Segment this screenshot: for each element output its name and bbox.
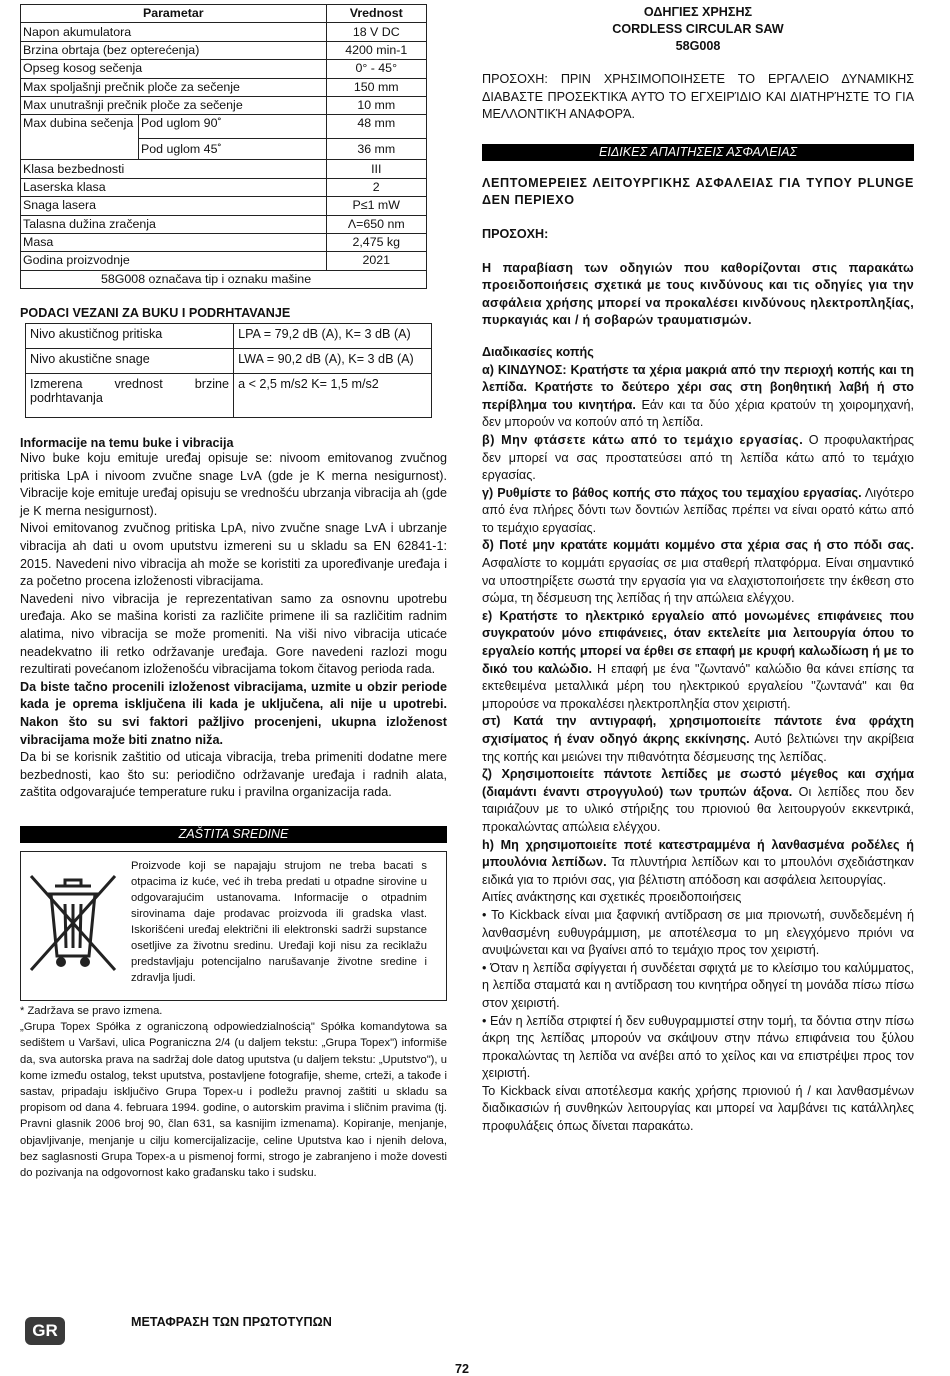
safety-item (482, 485, 914, 538)
spec-name: Napon akumulatora (21, 23, 327, 41)
spec-row-depth-90 (21, 115, 427, 139)
kickback-bullet: • Όταν η λεπίδα σφίγγεται ή συνδέεται σφιχτά με το κλείσιμο του καλύμματος, η λεπίδα σταματά και η αντίδραση του κινητήρα οδηγεί τη μονάδα πίσω πίσω στον χειριστή. (482, 960, 914, 1010)
spec-name: Talasna dužina zračenja (21, 215, 327, 233)
safety-item (482, 362, 914, 432)
safety-item-text: Τα πλυντήρια λεπίδων και το μπουλόνι σχεδιάστηκαν ειδικά για το πριόνι σας, για βέλτιστη απόδοση και ασφάλεια λειτουργίας. (482, 855, 914, 887)
kickback-causes-title: Αιτίες ανάκτησης και σχετικές προειδοποιήσεις (482, 890, 742, 905)
caution-label: ΠΡΟΣΟΧΗ: (482, 226, 549, 241)
spec-value: III (326, 160, 427, 178)
safety-item (482, 766, 914, 836)
noise-row (26, 374, 432, 418)
spec-row (21, 60, 427, 78)
safety-item (482, 432, 914, 485)
noise-label: Izmerena vrednost brzine podrhtavanja (26, 374, 234, 418)
spec-name: Godina proizvodnje (21, 252, 327, 270)
spec-header-value: Vrednost (326, 5, 427, 23)
spec-row (21, 215, 427, 233)
spec-name: Max unutrašnji prečnik ploče za sečenje (21, 96, 327, 114)
info-title: Informacije na temu buke i vibracija (20, 436, 234, 451)
safety-item-text: Εάν και τα δύο χέρια κρατούν τη χοιρομηχανή, δεν μπορούν να κοπούν από τη λεπίδα. (482, 397, 915, 430)
legal-text: „Grupa Topex Spółka z ograniczoną odpowiedzialnością" Spółka komandytowa sa sedištem u Varšavi, ulica Pograniczna 2/4 (u daljem tekstu: „Grupa Topex") informiše da, sva autorska prava na sadržaj dole datog uputstva (u daljem tekstu: „Uputstvo"), u kome između ostalog, tekst uputstva, postavljene fotografije, sheme, crteži, a takođe i sastav, pripadaju isključivo Grupa Topex-u i podležu pravnoj zaštiti u skladu sa propisom od dana 4. februara 1994. godine, o autorskim pravima i sličnim pravima (tj. Pravni glasnik 2006 broj 90, član 631, sa kasnijim izmenama). Kopiranje, menjanje, objavljivanje, menjanje u cilju komercijalizacije, celine Uputstva kao i njenih delova, bez saglasnosti Grupa Topex-a u pismenoj formi, strogo je zabranjeno i može dovesti do pozivanja na odgovornost kako građansku tako i sudsku. (20, 1021, 447, 1179)
spec-row (21, 197, 427, 215)
kickback-bullet: • Εάν η λεπίδα στριφτεί ή δεν ευθυγραμμιστεί στην τομή, τα δόντια στην πίσω άκρη της λεπίδας μπορούν να σκάψουν στην πάνω επιφάνεια του ξύλου προκαλώντας τη λεπίδα να ανέβει από το χείλος και να επιστρέψει προς τον χειριστή. (482, 1013, 914, 1081)
info-paragraph: Nivo buke koju emituje uređaj opisuje se: nivoom emitovanog zvučnog pritiska LpA i nivoom zvučne snage LvA (gde je K merna nesigurnost). Vibracije koje emituje uređaj opisuju se vrednošću ubrzanja vibracija ah (gde je K merna nesigurnost). (20, 451, 447, 518)
spec-name: Masa (21, 233, 327, 251)
spec-name: Opseg kosog sečenja (21, 60, 327, 78)
safety-item (482, 713, 914, 766)
manual-title: ΟΔΗΓΙΕΣ ΧΡΗΣΗΣ (643, 5, 753, 19)
product-model: 58G008 (675, 39, 721, 53)
noise-label: Nivo akustične snage (26, 349, 234, 374)
violation-warning: Η παραβίαση των οδηγιών που καθορίζονται στις παρακάτω προειδοποιήσεις σχετικά με τους κινδύνους και τις οδηγίες για την ασφάλεια χρήσης μπορεί να προκαλέσει κινδύνους ηλεκτροπληξίας, πυρκαγιάς και / ή σοβαρών τραυματισμών. (482, 260, 914, 328)
spec-value: 2,475 kg (326, 233, 427, 251)
spec-name: Brzina obrtaja (bez opterećenja) (21, 41, 327, 59)
spec-value: 4200 min-1 (326, 41, 427, 59)
noise-value: LWA = 90,2 dB (A), K= 3 dB (A) (234, 349, 432, 374)
safety-item-bold: ζ) Χρησιμοποιείτε πάντοτε λεπίδες με σωστό μέγεθος και σχήμα (διαμάντι έναντι στρογγυλού) των τρυπών άξονα. (482, 767, 914, 799)
safety-item-text: Αυτό βελτιώνει την ακρίβεια της κοπής και μειώνει την πιθανότητα δέσμευσης της λεπίδας. (482, 732, 914, 764)
safety-item-bold: ε) Κρατήστε το ηλεκτρικό εργαλείο από μονωμένες επιφάνειες που συγκρατούν μόνο επιφάνειες, όταν εκτελείτε μια λειτουργία όπου το εργαλείο κοπής μπορεί να έρθει σε επαφή με κρυφή καλωδίωση ή με το δικό του καλώδιο. (482, 608, 914, 676)
spec-row (21, 160, 427, 178)
info-paragraph-bold: Da biste tačno procenili izloženost vibracijama, uzmite u obzir periode kada je oprema isključena ili kada je uključena, ali nije u upotrebi. Nakon što su svi faktori pažljivo procenjeni, ukupna izloženost vibracijama može biti znatno niža. (20, 679, 447, 747)
kickback-closing: Το Kickback είναι αποτέλεσμα κακής χρήσης πριονιού ή / και λανθασμένων διαδικασιών ή συνθηκών λειτουργίας και μπορεί να λαμβάνει τις κατάλληλες προφυλάξεις όπως δίνεται παρακάτω. (482, 1083, 914, 1134)
spec-footer-row (21, 270, 427, 288)
safety-item (482, 537, 914, 607)
safety-item-bold: α) ΚΙΝΔΥΝΟΣ: Κρατήστε τα χέρια μακριά από την περιοχή κοπής και τη λεπίδα. Κρατήστε το δεύτερο χέρι σας στη βοηθητική λαβή ή στο περίβλημα του κινητήρα. (482, 362, 914, 412)
noise-row (26, 324, 432, 349)
info-paragraph: Navedeni nivo vibracija je reprezentativan samo za osnovnu upotrebu uređaja. Ako se mašina koristi za različite primene ili sa različitim radnim alatima, nivo vibracija se može promeniti. Na viši nivo vibracija uticaće neadekvatno ili retko održavanje uređaja. Gore navedeni razlozi mogu rezultirati povećanom izloženošću vibracijama tokom čitavog perioda rada. (20, 591, 447, 677)
safety-item-text: Οι λεπίδες που δεν ταιριάζουν με το υλικό στήριξης του πριονιού θα λειτουργούν εκκεντρικά, προκαλώντας απώλεια ελέγχου. (482, 784, 914, 834)
noise-row (26, 349, 432, 374)
spec-row (21, 23, 427, 41)
noise-title: PODACI VEZANI ZA BUKU I PODRHTAVANJE (20, 306, 291, 321)
spec-row (21, 96, 427, 114)
procedures-title: Διαδικασίες κοπής (482, 344, 594, 359)
safety-item (482, 608, 914, 714)
safety-item-text: Ασφαλίστε το κομμάτι εργασίας σε μια σταθερή πλατφόρμα. Είναι σημαντικό να υποστηρίξετε σωστά την εργασία για να ελαχιστοποιήσετε την έκθεση στο σώμα, τη δέσμευση της λεπίδας ή την απώλεια ελέγχου. (482, 556, 914, 606)
spec-name: Laserska klasa (21, 178, 327, 196)
safety-item-text: Η επαφή με ένα "ζωντανό" καλώδιο θα κάνει επίσης τα εκτεθειμένα μεταλλικά μέρη του ηλεκτρικού εργαλείου "ζωντανά" και θα μπορούσε να προκαλέσει ηλεκτροπληξία στον χειριστή. (482, 661, 915, 711)
page-number: 72 (455, 1362, 470, 1376)
crossed-out-wheelie-bin-icon (25, 864, 121, 982)
env-text: Proizvode koji se napajaju strujom ne treba bacati s otpacima iz kuće, već ih treba predati u otpadne sirovine u odgovarajućim ustanovama. Informacije o otpadnim sirovinama daje prodavac proizvoda ili gradska vlast. Iskorišćeni uređaj električni ili elektronski sadrži supstance osetljive za životnu sredinu. Uređaji koji nisu za reciklažu predstavljaju potencijalno narušavanje životne sredine i zdravlja ljudi. (131, 859, 427, 984)
spec-name: Klasa bezbednosti (21, 160, 327, 178)
safety-item (482, 837, 914, 890)
spec-footer: 58G008 označava tip i oznaku mašine (21, 270, 427, 288)
spec-value: 2 (326, 178, 427, 196)
spec-value: P≤1 mW (326, 197, 427, 215)
spec-value: 10 mm (326, 96, 427, 114)
spec-value: 2021 (326, 252, 427, 270)
plunge-details: ΛΕΠΤΟΜΕΡΕΙΕΣ ΛΕΙΤΟΥΡΓΙΚΗΣ ΑΣΦΑΛΕΙΑΣ ΓΙΑ ΤΥΠΟΥ PLUNGE ΔΕΝ ΠΕΡΙΕΧΟ (482, 175, 914, 208)
spec-depth-90-value: 48 mm (326, 115, 427, 139)
spec-depth-90-name: Pod uglom 90˚ (139, 115, 327, 139)
spec-depth-label: Max dubina sečenja (21, 115, 139, 160)
spec-row (21, 233, 427, 251)
safety-item-text: Λιγότερο από ένα πλήρες δόντι των δοντιών λεπίδας πρέπει να είναι ορατό κάτω από το τεμάχιο εργασίας. (482, 485, 914, 535)
language-badge: GR (25, 1317, 65, 1345)
spec-row (21, 41, 427, 59)
safety-item-text: Ο προφυλακτήρας δεν μπορεί να σας προστατεύσει από τη λεπίδα κάτω από το τεμάχιο εργασίας. (482, 432, 914, 483)
noise-value: LPA = 79,2 dB (A), K= 3 dB (A) (234, 324, 432, 349)
env-box (20, 851, 447, 1001)
warning-text: ΠΡΟΣΟΧΗ: ΠΡΙΝ ΧΡΗΣΙΜΟΠΟΙΗΣΕΤΕ ΤΟ ΕΡΓΑΛΕΙΟ ΔΥΝΑΜΙΚΗΣ ΔΙΑΒΑΣΤΕ ΠΡΟΣΕΚΤΙΚΆ ΑΥΤΌ ΤΟ ΕΓΧΕΙΡΊΔΙΟ ΚΑΙ ΔΙΑΤΗΡΉΣΤΕ ΤΟ ΓΙΑ ΜΕΛΛΟΝΤΙΚΉ ΑΝΑΦΟΡΆ. (482, 72, 914, 122)
spec-row (21, 78, 427, 96)
noise-table (25, 323, 432, 418)
safety-item-bold: γ) Ρυθμίστε το βάθος κοπής στο πάχος του τεμαχίου εργασίας. (482, 485, 862, 500)
info-paragraph: Da bi se korisnik zaštitio od uticaja vibracija, treba primeniti dodatne mere bezbednosti, kao što su: periodično održavanje uređaja i radnih alata, zaštita odgovarajuće temperature ruku i pravilna organizacija rada. (20, 750, 447, 800)
info-paragraph: Nivoi emitovanog zvučnog pritiska LpA, nivo zvučne snage LvA i ubrzanje vibracija ah dati u ovom uputstvu izmereni su u skladu sa EN 62841-1: 2015. Navedeni nivo vibracija ah može se koristiti za upoređivanje uređaja i za početno procena izloženosti vibracijama. (20, 521, 447, 589)
spec-depth-45-name: Pod uglom 45˚ (139, 139, 327, 160)
spec-name: Max spoljašnji prečnik ploče za sečenje (21, 78, 327, 96)
spec-name: Snaga lasera (21, 197, 327, 215)
env-section-bar: ZAŠTITA SREDINE (20, 826, 447, 843)
spec-depth-45-value: 36 mm (326, 139, 427, 160)
spec-table (20, 4, 427, 289)
spec-row (21, 178, 427, 196)
kickback-bullet: • Το Kickback είναι μια ξαφνική αντίδραση σε μια πριονωτή, συνδεδεμένη ή λανθασμένη ευθυγράμμιση, με αποτέλεσμα το μη ελεγχόμενο πριόνι να ανυψώνεται και να βγαίνει από το τεμάχιο προς τον χειριστή. (482, 907, 914, 958)
spec-row (21, 252, 427, 270)
safety-item-bold: στ) Κατά την αντιγραφή, χρησιμοποιείτε πάντοτε ένα φράχτη σχισίματος ή έναν οδηγό άκρης εκκίνησης. (482, 714, 914, 746)
spec-value: 18 V DC (326, 23, 427, 41)
spec-value: Λ=650 nm (326, 215, 427, 233)
safety-item-bold: β) Μην φτάσετε κάτω από το τεμάχιο εργασίας. (482, 432, 804, 447)
legal-note: * Zadržava se pravo izmena. (20, 1004, 163, 1017)
safety-item-bold: δ) Ποτέ μην κρατάτε κομμάτι κομμένο στα χέρια σας ή στο πόδι σας. (482, 538, 914, 553)
spec-header-param: Parametar (21, 5, 327, 23)
noise-label: Nivo akustičnog pritiska (26, 324, 234, 349)
spec-value: 0° - 45° (326, 60, 427, 78)
noise-value: a < 2,5 m/s2 K= 1,5 m/s2 (234, 374, 432, 418)
left-column (20, 4, 447, 1181)
safety-section-bar: ΕΙΔΙΚΕΣ ΑΠΑΙΤΗΣΕΙΣ ΑΣΦΑΛΕΙΑΣ (482, 144, 914, 161)
translation-note: ΜΕΤΑΦΡΑΣΗ ΤΩΝ ΠΡΩΤΟΤΥΠΩΝ (131, 1315, 332, 1329)
right-column (482, 4, 914, 1136)
spec-header-row (21, 5, 427, 23)
product-name: CORDLESS CIRCULAR SAW (612, 22, 784, 36)
spec-value: 150 mm (326, 78, 427, 96)
safety-item-bold: h) Μη χρησιμοποιείτε ποτέ κατεστραμμένα ή λανθασμένα ροδέλες ή μπουλόνια λεπίδων. (482, 837, 914, 870)
